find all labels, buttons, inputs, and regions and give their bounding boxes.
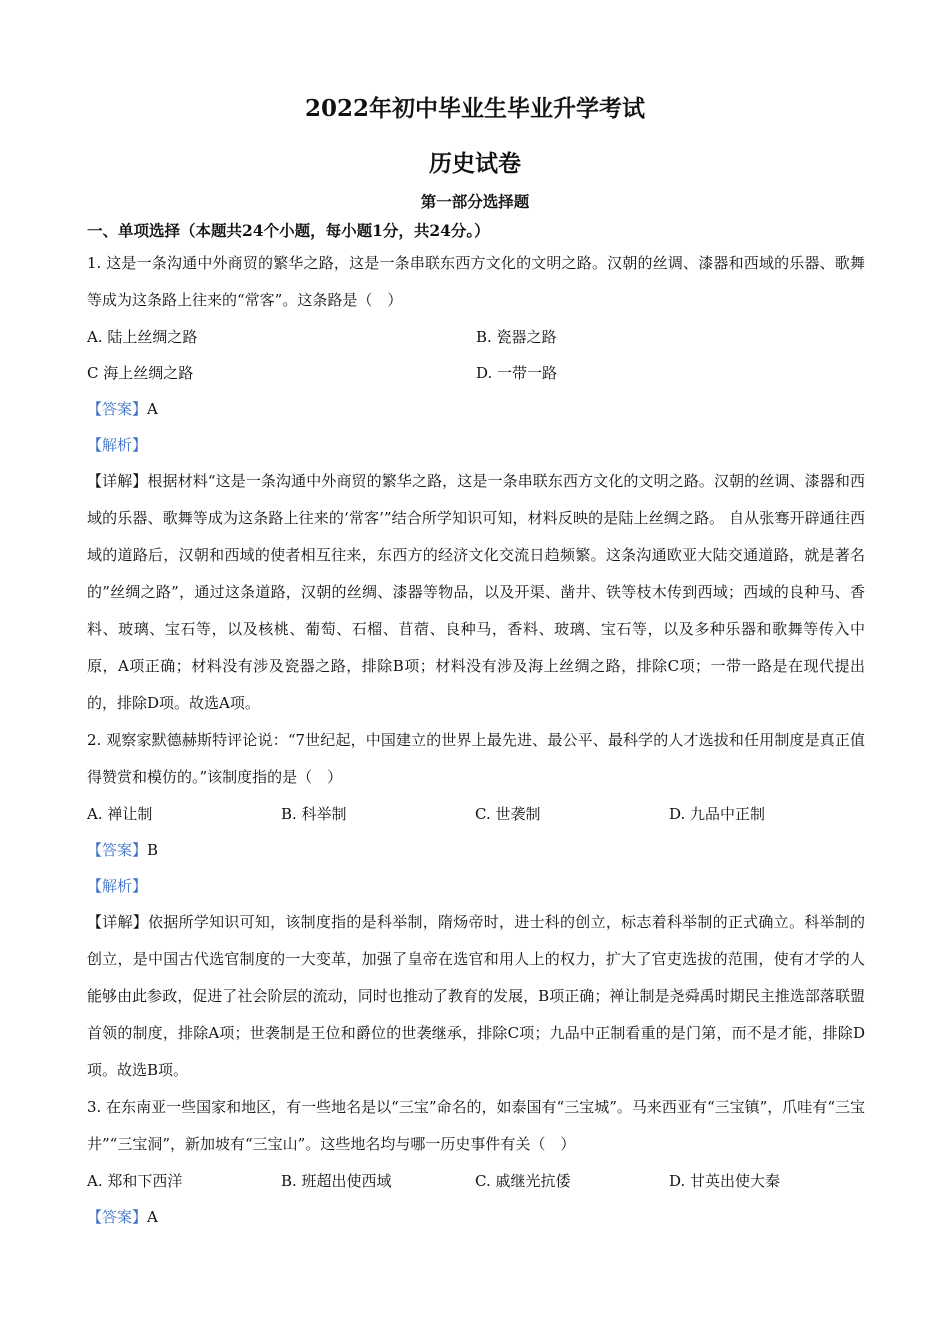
question-2-stem: 2. 观察家默德赫斯特评论说：“7世纪起，中国建立的世界上最先进、最公平、最科学的人才选拔和任用制度是真正值得赞赏和模仿的。”该制度指的是（ ） bbox=[87, 731, 865, 786]
exam-subtitle: 历史试卷 bbox=[429, 150, 521, 177]
exam-title: 2022年初中毕业生毕业升学考试 bbox=[304, 95, 645, 122]
q2-option-b: B. 科举制 bbox=[281, 805, 347, 823]
q1-option-c: C 海上丝绸之路 bbox=[87, 364, 194, 382]
exam-content bbox=[87, 217, 865, 1235]
q2-option-a: A. 禅让制 bbox=[87, 805, 153, 823]
question-3-options bbox=[87, 1163, 865, 1199]
question-2-answer bbox=[87, 832, 865, 868]
question-1-detail bbox=[87, 463, 865, 722]
section-heading: 一、单项选择（本题共24个小题，每小题1分，共24分。） bbox=[87, 221, 490, 240]
question-3-answer bbox=[87, 1199, 865, 1235]
question-2-detail bbox=[87, 904, 865, 1089]
question-1-analysis bbox=[87, 427, 865, 463]
q1-option-a: A. 陆上丝绸之路 bbox=[87, 328, 198, 346]
q3-option-a: A. 郑和下西洋 bbox=[87, 1172, 183, 1190]
detail-text: 根据材料“这是一条沟通中外商贸的繁华之路，这是一条串联东西方文化的文明之路。汉朝的丝调、漆器和西域的乐器、歌舞等成为这条路上往来的‘常客’”结合所学知识可知，材料反映的是陆上丝绸之路。 自从张骞开辟通往西域的道路后，汉朝和西域的使者相互往来，东西方的经济文化交流日趋频繁。这条沟通欧亚大陆交通道路，就是著名的”丝绸之路”，通过这条道路，汉朝的丝绸、漆器等物品，以及开渠、凿井、铁等枝木传到西域；西域的良种马、香料、玻璃、宝石等，以及核桃、葡萄、石榴、苜蓿、良种马，香料、玻璃、宝石等，以及多种乐器和歌舞等传入中原，A项正确；材料没有涉及瓷器之路，排除B项；材料没有涉及海上丝绸之路，排除C项；一带一路是在现代提出的，排除D项。故选A项。 bbox=[87, 472, 865, 712]
part-heading: 第一部分选择题 bbox=[420, 192, 530, 211]
answer-value: A bbox=[147, 1208, 158, 1226]
answer-value: A bbox=[147, 400, 158, 418]
answer-tag: 【答案】 bbox=[87, 400, 148, 418]
analysis-tag: 【解析】 bbox=[87, 436, 148, 454]
answer-tag: 【答案】 bbox=[87, 1208, 148, 1226]
question-3-stem: 3. 在东南亚一些国家和地区，有一些地名是以“三宝”命名的，如泰国有“三宝城”。马来西亚有“三宝镇”，爪哇有“三宝井”“三宝洞”，新加坡有“三宝山”。这些地名均与哪一历史事件有关（ ） bbox=[87, 1098, 865, 1153]
q1-option-d: D. 一带一路 bbox=[476, 364, 558, 382]
answer-value: B bbox=[147, 841, 159, 859]
q3-option-d: D. 甘英出使大秦 bbox=[669, 1172, 781, 1190]
question-1-options-row2 bbox=[87, 355, 865, 391]
question-1-options bbox=[87, 319, 865, 355]
question-2-analysis bbox=[87, 868, 865, 904]
question-1-answer bbox=[87, 391, 865, 427]
answer-tag: 【答案】 bbox=[87, 841, 148, 859]
q3-option-c: C. 戚继光抗倭 bbox=[475, 1172, 571, 1190]
q2-option-c: C. 世袭制 bbox=[475, 805, 541, 823]
q1-option-b: B. 瓷器之路 bbox=[476, 328, 557, 346]
question-2-options bbox=[87, 796, 865, 832]
detail-text: 依据所学知识可知，该制度指的是科举制，隋炀帝时，进士科的创立，标志着科举制的正式确立。科举制的创立，是中国古代选官制度的一大变革，加强了皇帝在选官和用人上的权力，扩大了官吏选拔的范围，使有才学的人能够由此参政，促进了社会阶层的流动，同时也推动了教育的发展，B项正确；禅让制是尧舜禹时期民主推选部落联盟首领的制度，排除A项；世袭制是王位和爵位的世袭继承，排除C项；九品中正制看重的是门第，而不是才能，排除D项。故选B项。 bbox=[87, 913, 865, 1079]
q3-option-b: B. 班超出使西域 bbox=[281, 1172, 392, 1190]
q2-option-d: D. 九品中正制 bbox=[669, 805, 766, 823]
detail-tag: 【详解】 bbox=[87, 913, 149, 931]
question-1-stem: 1. 这是一条沟通中外商贸的繁华之路，这是一条串联东西方文化的文明之路。汉朝的丝调、漆器和西域的乐器、歌舞等成为这条路上往来的“常客”。这条路是（ ） bbox=[87, 254, 865, 309]
analysis-tag: 【解析】 bbox=[87, 877, 148, 895]
detail-tag: 【详解】 bbox=[87, 472, 148, 490]
